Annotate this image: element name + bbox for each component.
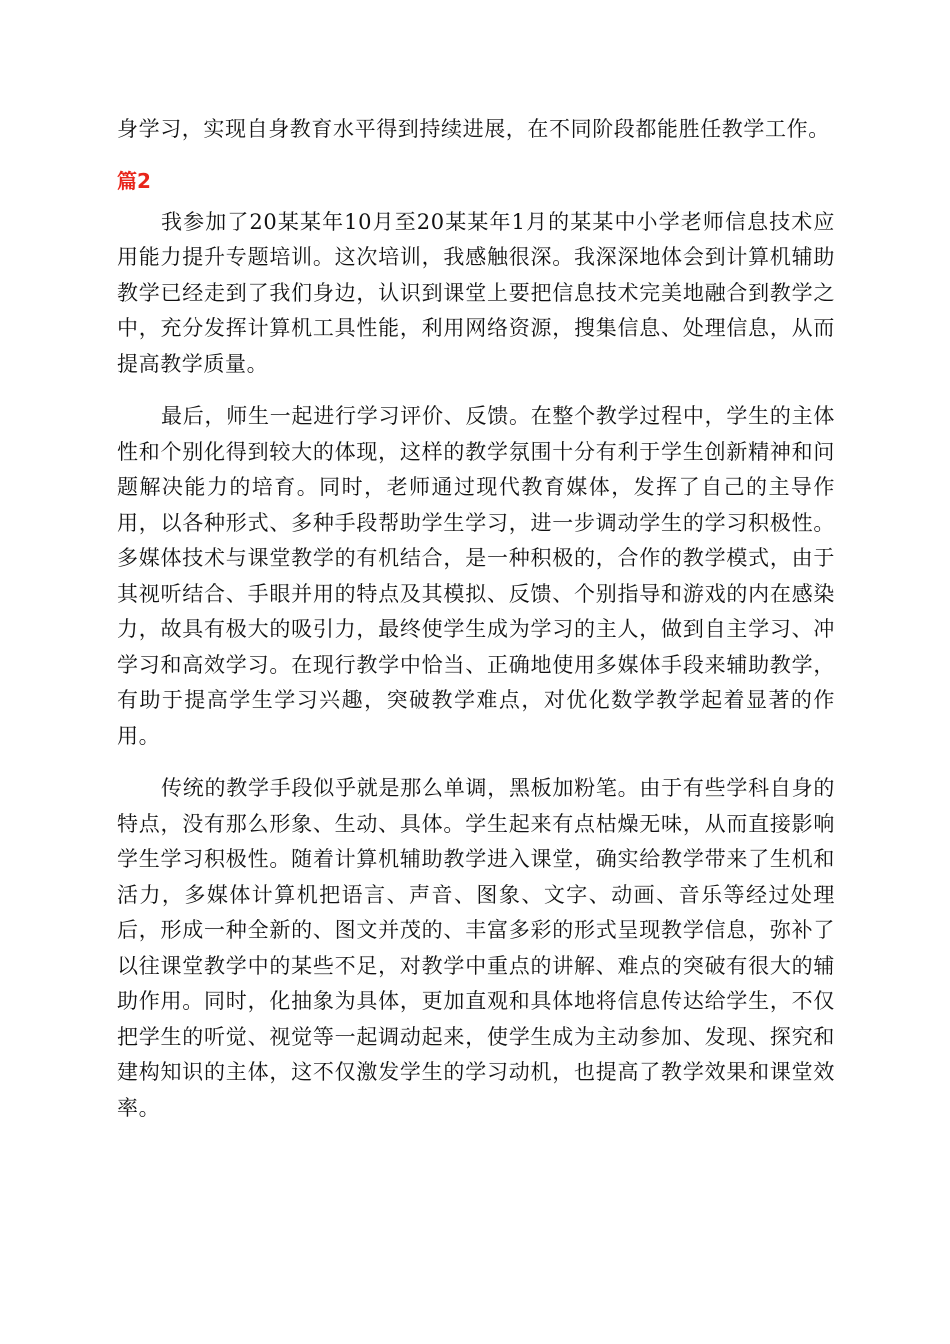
- paragraph-training: 我参加了20某某年10月至20某某年1月的某某中小学老师信息技术应用能力提升专题培训。这次培训，我感触很深。我深深地体会到计算机辅助教学已经走到了我们身边，认识到课堂上要把信息技术完美地融合到教学之中，充分发挥计算机工具性能，利用网络资源，搜集信息、处理信息，从而提高教学质量。: [117, 209, 835, 376]
- paragraph-traditional-teaching: 传统的教学手段似乎就是那么单调，黑板加粉笔。由于有些学科自身的特点，没有那么形象、生动、具体。学生起来有点枯燥无味，从而直接影响学生学习积极性。随着计算机辅助教学进入课堂，确实给教学带来了生机和活力，多媒体计算机把语言、声音、图象、文字、动画、音乐等经过处理后，形成一种全新的、图文并茂的、丰富多彩的形式呈现教学信息，弥补了以往课堂教学中的某些不足，对教学中重点的讲解、难点的突破有很大的辅助作用。同时，化抽象为具体，更加直观和具体地将信息传达给学生，不仅把学生的听觉、视觉等一起调动起来，使学生成为主动参加、发现、探究和建构知识的主体，这不仅激发学生的学习动机，也提高了教学效果和课堂效率。: [117, 776, 835, 1120]
- document-body: [117, 112, 835, 1126]
- paragraph-evaluation: 最后，师生一起进行学习评价、反馈。在整个教学过程中，学生的主体性和个别化得到较大的体现，这样的教学氛围十分有利于学生创新精神和问题解决能力的培育。同时，老师通过现代教育媒体，发挥了自己的主导作用，以各种形式、多种手段帮助学生学习，进一步调动学生的学习积极性。多媒体技术与课堂教学的有机结合，是一种积极的，合作的教学模式，由于其视听结合、手眼并用的特点及其模拟、反馈、个别指导和游戏的内在感染力，故具有极大的吸引力，最终使学生成为学习的主人，做到自主学习、冲学习和高效学习。在现行教学中恰当、正确地使用多媒体手段来辅助教学，有助于提高学生学习兴趣，突破教学难点，对优化数学教学起着显著的作用。: [117, 404, 835, 748]
- section-heading: 篇2: [117, 168, 151, 193]
- continuation-paragraph: 身学习，实现自身教育水平得到持续进展，在不同阶段都能胜任教学工作。: [117, 117, 830, 141]
